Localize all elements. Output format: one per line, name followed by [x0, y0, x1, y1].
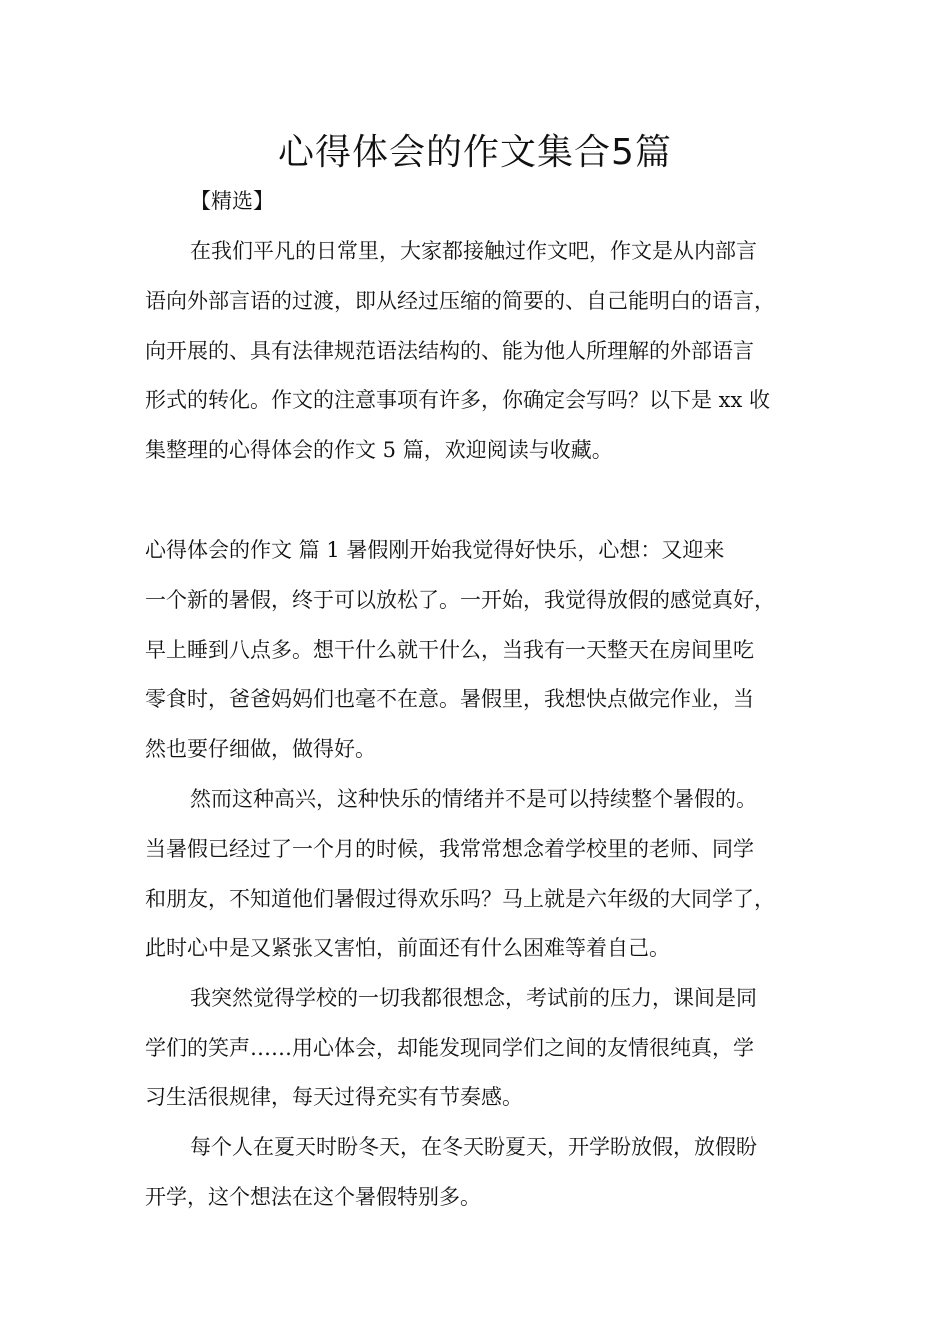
essay1-line-5: 然也要仔细做，做得好。 — [145, 737, 376, 761]
para4-line-1: 每个人在夏天时盼冬天，在冬天盼夏天，开学盼放假，放假盼 — [190, 1135, 757, 1159]
tag-label: 【精选】 — [190, 189, 274, 213]
essay1-line-1: 心得体会的作文 篇 1 暑假刚开始我觉得好快乐，心想：又迎来 — [145, 538, 725, 562]
intro-line-1: 在我们平凡的日常里，大家都接触过作文吧，作文是从内部言 — [190, 239, 757, 263]
para3-line-3: 习生活很规律，每天过得充实有节奏感。 — [145, 1085, 523, 1109]
intro-line-4: 形式的转化。作文的注意事项有许多，你确定会写吗？以下是 xx 收 — [145, 388, 771, 412]
intro-line-2: 语向外部言语的过渡，即从经过压缩的简要的、自己能明白的语言， — [145, 289, 775, 313]
document-title: 心得体会的作文集合5篇 — [278, 132, 672, 173]
para3-line-1: 我突然觉得学校的一切我都很想念，考试前的压力，课间是同 — [190, 986, 757, 1010]
essay1-line-2: 一个新的暑假，终于可以放松了。一开始，我觉得放假的感觉真好， — [145, 588, 775, 612]
para2-line-3: 和朋友，不知道他们暑假过得欢乐吗？马上就是六年级的大同学了， — [145, 887, 775, 911]
intro-line-5: 集整理的心得体会的作文 5 篇，欢迎阅读与收藏。 — [145, 438, 613, 462]
para2-line-4: 此时心中是又紧张又害怕，前面还有什么困难等着自己。 — [145, 936, 670, 960]
essay1-line-4: 零食时，爸爸妈妈们也毫不在意。暑假里，我想快点做完作业，当 — [145, 687, 754, 711]
essay1-line-3: 早上睡到八点多。想干什么就干什么，当我有一天整天在房间里吃 — [145, 638, 754, 662]
intro-line-3: 向开展的、具有法律规范语法结构的、能为他人所理解的外部语言 — [145, 339, 754, 363]
para3-line-2: 学们的笑声……用心体会，却能发现同学们之间的友情很纯真，学 — [145, 1036, 754, 1060]
para4-line-2: 开学，这个想法在这个暑假特别多。 — [145, 1185, 481, 1209]
para2-line-1: 然而这种高兴，这种快乐的情绪并不是可以持续整个暑假的。 — [190, 787, 757, 811]
para2-line-2: 当暑假已经过了一个月的时候，我常常想念着学校里的老师、同学 — [145, 837, 754, 861]
